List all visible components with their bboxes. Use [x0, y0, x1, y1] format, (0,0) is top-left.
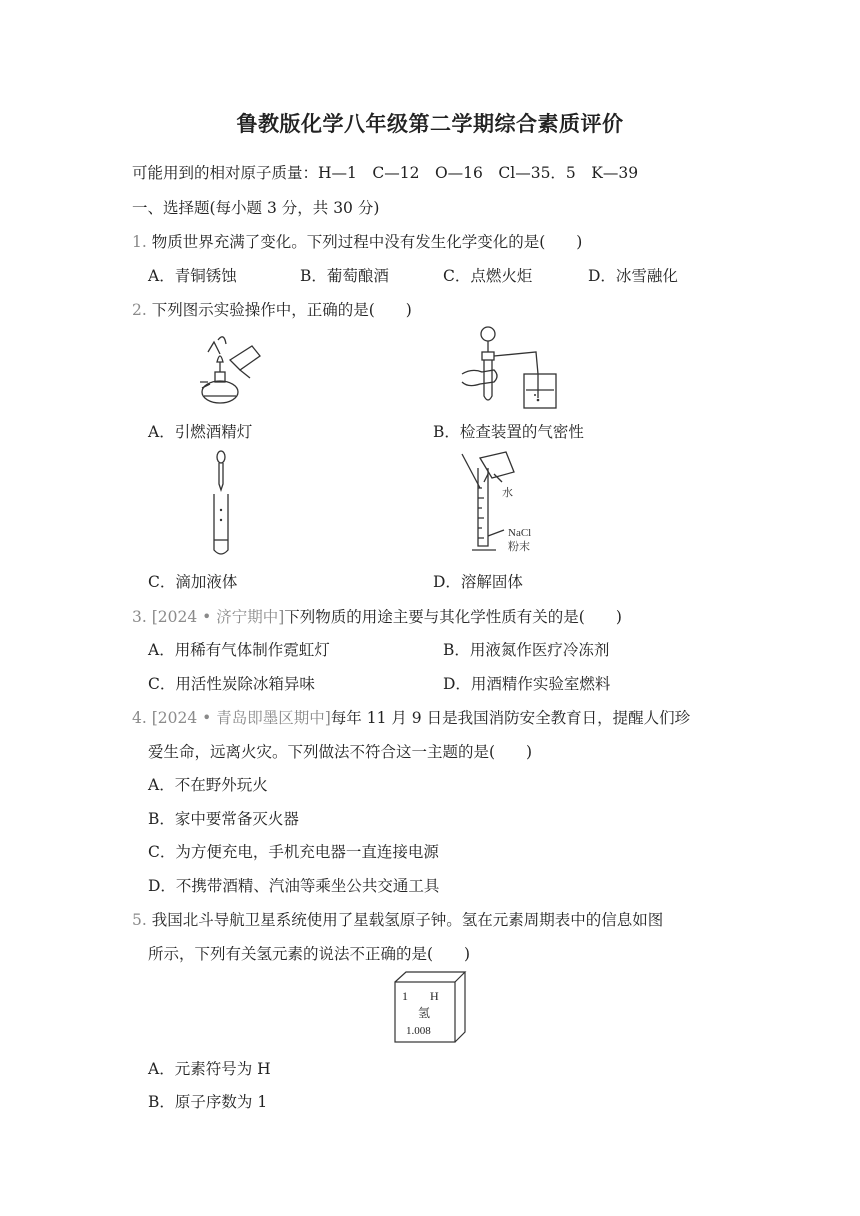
- q3-option-a: A．用稀有气体制作霓虹灯: [148, 641, 330, 659]
- atomic-number: 1: [402, 989, 408, 1003]
- section-heading: 一、选择题(每小题 3 分，共 30 分): [132, 199, 380, 217]
- q5-option-a: A．元素符号为 H: [148, 1060, 271, 1078]
- question-number: 2.: [132, 301, 147, 319]
- q3-option-b: B．用液氮作医疗冷冻剂: [443, 641, 610, 659]
- q3-option-c: C．用活性炭除冰箱异味: [148, 675, 315, 693]
- question-3: [132, 605, 622, 627]
- question-number: 1.: [132, 233, 147, 251]
- question-1: [132, 230, 582, 252]
- question-number: 5.: [132, 911, 147, 929]
- q4-option-a: A．不在野外玩火: [148, 776, 268, 794]
- element-name: 氢: [418, 1006, 431, 1020]
- q4-option-b: B．家中要常备灭火器: [148, 810, 299, 828]
- q2-option-b: B．检查装置的气密性: [433, 423, 584, 441]
- question-text: 下列图示实验操作中，正确的是( ): [151, 301, 412, 319]
- element-symbol: H: [430, 989, 439, 1003]
- question-number: 3.: [132, 608, 147, 626]
- question-source: [2024 • 青岛即墨区期中]: [151, 709, 331, 727]
- powder-label: 粉末: [508, 540, 530, 553]
- nacl-label: NaCl: [508, 527, 532, 539]
- question-number: 4.: [132, 709, 147, 727]
- q1-option-b: B．葡萄酿酒: [300, 267, 389, 285]
- atomic-mass: 1.008: [406, 1025, 431, 1037]
- question-source: [2024 • 济宁期中]: [151, 608, 285, 626]
- q4-option-d: D．不携带酒精、汽油等乘坐公共交通工具: [148, 877, 440, 895]
- question-2: [132, 298, 412, 320]
- dissolving-figure: [458, 448, 558, 556]
- q1-option-a: A．青铜锈蚀: [148, 267, 237, 285]
- airtightness-figure: [458, 324, 568, 412]
- q2-option-a: A．引燃酒精灯: [148, 423, 253, 441]
- q1-option-c: C．点燃火炬: [443, 267, 533, 285]
- alcohol-lamp-figure: [190, 332, 270, 410]
- question-4: [132, 706, 690, 728]
- question-text: 每年 11 月 9 日是我国消防安全教育日，提醒人们珍: [330, 709, 691, 727]
- q3-option-d: D．用酒精作实验室燃料: [443, 675, 611, 693]
- q1-option-d: D．冰雪融化: [588, 267, 678, 285]
- q4-option-c: C．为方便充电，手机充电器一直连接电源: [148, 843, 439, 861]
- question-text: 下列物质的用途主要与其化学性质有关的是( ): [284, 608, 622, 626]
- dropper-figure: [206, 450, 236, 560]
- hydrogen-element-card: [392, 970, 468, 1046]
- q5-option-b: B．原子序数为 1: [148, 1093, 268, 1111]
- question-5: [132, 908, 663, 930]
- page-title: 鲁教版化学八年级第二学期综合素质评价: [236, 112, 624, 136]
- question-5-cont: 所示，下列有关氢元素的说法不正确的是( ): [148, 945, 471, 963]
- question-text: 我国北斗导航卫星系统使用了星载氢原子钟。氢在元素周期表中的信息如图: [151, 911, 664, 929]
- water-label: 水: [502, 486, 513, 499]
- atomic-masses-note: 可能用到的相对原子质量：H—1 C—12 O—16 Cl—35．5 K—39: [132, 164, 639, 182]
- q2-option-c: C．滴加液体: [148, 573, 238, 591]
- question-4-cont: 爱生命，远离火灾。下列做法不符合这一主题的是( ): [148, 743, 533, 761]
- q2-option-d: D．溶解固体: [433, 573, 523, 591]
- question-text: 物质世界充满了变化。下列过程中没有发生化学变化的是( ): [151, 233, 583, 251]
